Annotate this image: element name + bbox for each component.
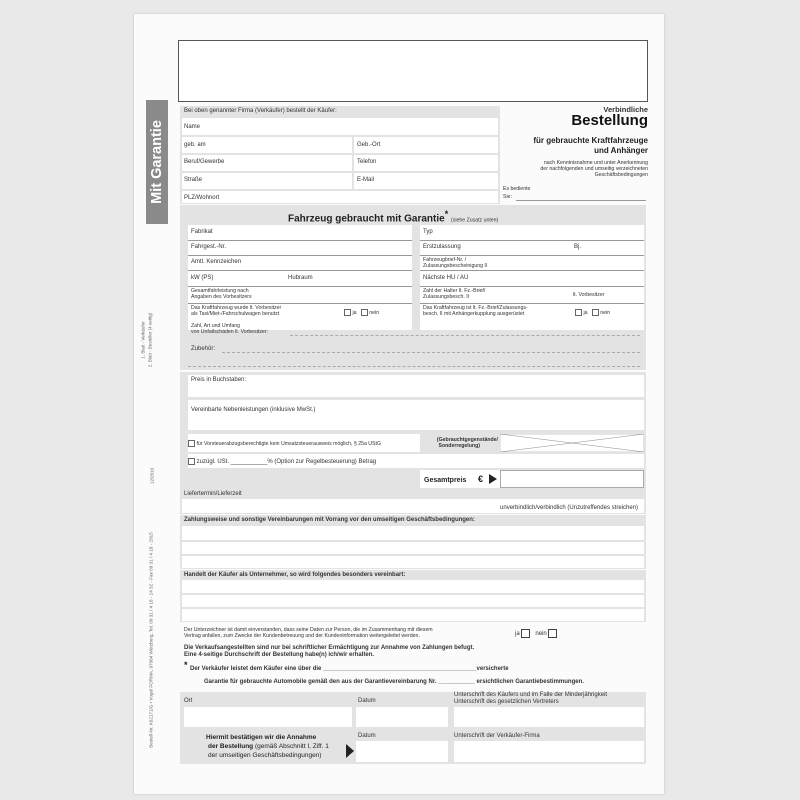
consent-no-checkbox[interactable] (548, 629, 557, 638)
acceptance-date-field[interactable] (356, 741, 448, 762)
vat-option-label: für Vorsteuerabzugsberechtigte kein Umsatzsteuerausweis möglich, § 25a UStG (196, 440, 381, 447)
title-small: Verbindliche (603, 105, 648, 114)
place-field[interactable] (184, 707, 352, 727)
buyer-intro: Bei oben genannter Firma (Verkäufer) bestellt der Käufer: (184, 108, 337, 114)
date-label: Datum (358, 698, 376, 704)
kw-label: kW (PS) (191, 275, 214, 281)
terms-2: der nachfolgenden und umseitig verzeichneten (540, 166, 648, 172)
plus-vat-label: zuzügl. USt. ___________% (Option zur Regelbesteuerung) Betrag (196, 459, 377, 466)
used-goods-label-1: (Gebrauchtgegenstände/ (436, 437, 498, 443)
payment-line-2[interactable] (182, 542, 644, 554)
business-label: Handelt der Käufer als Unternehmer, so wird folgendes besonders vereinbart: (184, 572, 406, 578)
delivery-binding: unverbindlich/verbindlich (Unzutreffendes streichen) (500, 505, 638, 511)
chassis-label: Fahrgest.-Nr. (191, 244, 227, 250)
accident-label-2: von Unfallschäden lt. Vorbesitzer: (191, 329, 268, 335)
taxi-yes-label: ja (352, 309, 357, 316)
extras-field[interactable] (188, 400, 644, 430)
terms-1: nach Kenntnisnahme und unter Anerkennung (543, 160, 648, 166)
consent-yes-checkbox[interactable] (521, 629, 530, 638)
plate-label: Amtl. Kennzeichen (191, 259, 242, 265)
business-line-2[interactable] (182, 595, 644, 607)
taxi-no-checkbox[interactable] (361, 309, 368, 316)
row-divider (420, 270, 644, 271)
birthplace-label: Geb.-Ort (357, 142, 381, 148)
owners-label-1: Zahl der Halter lt. Fz.-Brief/ (423, 288, 486, 294)
plus-vat-checkbox[interactable] (188, 458, 195, 465)
business-line-3[interactable] (182, 609, 644, 621)
seller-signature-label: Unterschrift der Verkäufer-Firma (454, 733, 540, 739)
payment-label: Zahlungsweise und sonstige Vereinbarungen mit Vorrang vor den umseitigen Geschäftsbedingungen: (184, 517, 475, 523)
copy-note-2: 2. Blatt - Besteller (4-seitig) (147, 312, 153, 368)
dealer-stamp-box (178, 40, 648, 102)
used-goods-crossed-box (500, 434, 644, 452)
taxi-label-2: als Taxi/Miet-/Fahrschulwagen benutzt (191, 311, 280, 317)
warranty-star: * (184, 660, 188, 670)
name-field[interactable] (182, 118, 498, 135)
trailer-label-1: Das Kraftfahrzeug ist lt. Fz.-Brief/Zulassungs- (423, 305, 528, 311)
trailer-label-2: besch. II mit Anhängerkupplung ausgerüstet (423, 311, 525, 317)
buyer-signature-label-1: Unterschrift des Käufers und im Falle der Minderjährigkeit (454, 692, 608, 698)
date-field[interactable] (356, 707, 448, 727)
row-divider (188, 286, 412, 287)
accessories-label: Zubehör: (191, 346, 216, 352)
arrow-right-icon (346, 744, 354, 758)
acceptance-line-3: der umseitigen Geschäftsbedingungen) (208, 752, 322, 759)
row-divider (420, 303, 644, 304)
trailer-no-label: nein (600, 309, 611, 316)
payment-line-3[interactable] (182, 556, 644, 568)
form-code: 12/2010 (149, 467, 155, 485)
first-registration-label: Erstzulassung (423, 244, 461, 250)
phone-label: Telefon (357, 159, 377, 165)
vat-option (188, 440, 381, 447)
consent-no-label: nein (535, 631, 547, 638)
date-label-2: Datum (358, 733, 376, 739)
taxi-options (344, 309, 379, 316)
trailer-no-checkbox[interactable] (592, 309, 599, 316)
make-label: Fabrikat (191, 229, 213, 235)
order-number: Bestell-Nr. K02171/G • Vogel FORMA, 97064 Würzburg, Tel. 09 31 / 4 18 - 24 32 - Fax 09 31 / 4 18 - 2915 (148, 532, 154, 748)
copy-received-note: Eine 4-seitige Durchschrift der Bestellung habe(n) ich/wir erhalten. (184, 652, 375, 658)
type-label: Typ (423, 229, 433, 235)
row-divider (188, 240, 412, 241)
taxi-yes-checkbox[interactable] (344, 309, 351, 316)
consent-yes-label: ja (515, 631, 520, 638)
trailer-yes-checkbox[interactable] (575, 309, 582, 316)
taxi-label-1: Das Kraftfahrzeug wurde lt. Vorbesitzer (191, 305, 282, 311)
acceptance-line-1: Hiermit bestätigen wir die Annahme (206, 734, 317, 741)
prev-owner-label: lt. Vorbesitzer (573, 292, 605, 298)
extras-label: Vereinbarte Nebenleistungen (inklusive MwSt.) (191, 407, 316, 413)
acceptance-line-2: der Bestellung (gemäß Abschnitt I, Ziff. 1 (208, 743, 329, 750)
consent-text-2: Vertrag anfallen, zum Zwecke der Kundenbetreuung und der Kundeninformation weitergeleitet werden. (184, 633, 420, 639)
price-words-field[interactable] (188, 375, 644, 397)
place-label: Ort (184, 698, 193, 704)
mileage-label-2: Angaben des Vorbesitzers (191, 294, 252, 300)
email-label: E-Mail (357, 177, 375, 183)
trailer-options (575, 309, 610, 316)
row-divider (188, 303, 412, 304)
buyer-signature-label-2: Unterschrift des gesetzlichen Vertreters (454, 699, 559, 705)
street-label: Straße (184, 177, 203, 183)
vehicle-heading: Fahrzeug gebraucht mit Garantie* (siehe Zusatz unten) (288, 209, 499, 225)
next-inspection-label: Nächste HU / AU (423, 275, 469, 281)
accident-label-1: Zahl, Art und Umfang (191, 323, 241, 329)
consent-text-1: Der Unterzeichner ist damit einverstanden, dass seine Daten zur Person, die im Zusammenhang mit diesem (184, 627, 433, 633)
terms-3: Geschäftsbedingungen (594, 172, 648, 178)
payment-line-1[interactable] (182, 526, 644, 540)
city-field[interactable] (182, 191, 498, 203)
warranty-line-2: Garantie für gebrauchte Automobile gemäß den aus der Garantievereinbarung Nr. ___________ ersichtlichen Garantiebestimmungen. (204, 679, 584, 685)
street-field[interactable] (182, 173, 352, 189)
accessories-line-2[interactable] (188, 366, 640, 367)
row-divider (188, 270, 412, 271)
vehicle-doc-label-2: Zulassungsbescheinigung II (423, 263, 488, 269)
row-divider (420, 240, 644, 241)
row-divider (420, 286, 644, 287)
total-price-field[interactable] (500, 470, 644, 488)
used-goods-label-2: Sonderregelung) (438, 443, 480, 449)
accident-line[interactable] (290, 335, 640, 336)
email-field[interactable] (354, 173, 498, 189)
copy-note-1: 1. Blatt - Verkäufer (140, 321, 146, 359)
served-by-line (516, 200, 646, 201)
served-by-colon: Sie: (503, 194, 512, 200)
guarantee-tab-label: Mit Garantie (149, 120, 165, 204)
owners-label-2: Zulassungsbesch. II (423, 294, 470, 300)
authorization-note: Die Verkaufsangestellten sind nur bei schriftlicher Ermächtigung zur Annahme von Zahlungen befugt. (184, 645, 475, 651)
row-divider (188, 255, 412, 256)
currency-symbol: € (478, 474, 484, 484)
city-label: PLZ/Wohnort (184, 195, 220, 201)
displacement-label: Hubraum (288, 275, 313, 281)
subtitle-1: für gebrauchte Kraftfahrzeuge (533, 136, 648, 145)
title-big: Bestellung (571, 112, 648, 129)
subtitle-2: und Anhänger (594, 146, 648, 155)
row-divider (420, 255, 644, 256)
mileage-label-1: Gesamtfahrleistung nach (191, 288, 249, 294)
taxi-no-label: nein (369, 309, 380, 316)
business-line-1[interactable] (182, 580, 644, 593)
vehicle-doc-label-1: Fahrzeugbrief-Nr. / (423, 257, 467, 263)
vat-amount-field[interactable] (500, 454, 644, 468)
total-label: Gesamtpreis (424, 477, 467, 484)
trailer-yes-label: ja (583, 309, 588, 316)
name-label: Name (184, 124, 201, 130)
seller-signature-field[interactable] (454, 741, 644, 762)
delivery-label: Liefertermin/Lieferzeit (184, 491, 242, 497)
year-label: Bj. (574, 244, 582, 250)
warranty-line-1: Der Verkäufer leistet dem Käufer eine über die ______________________________________________versicherte (190, 666, 509, 672)
served-by-label: Es bediente (503, 186, 531, 192)
consent-options (515, 629, 557, 638)
buyer-signature-field[interactable] (454, 707, 644, 727)
price-words-label: Preis in Buchstaben: (191, 377, 247, 383)
plus-vat (188, 458, 376, 466)
vat-option-checkbox[interactable] (188, 440, 195, 447)
birthdate-label: geb. am (184, 142, 206, 148)
birthdate-field[interactable] (182, 137, 352, 153)
arrow-right-icon (489, 474, 497, 484)
accessories-line-1[interactable] (222, 352, 640, 353)
profession-label: Beruf/Gewerbe (184, 159, 225, 165)
